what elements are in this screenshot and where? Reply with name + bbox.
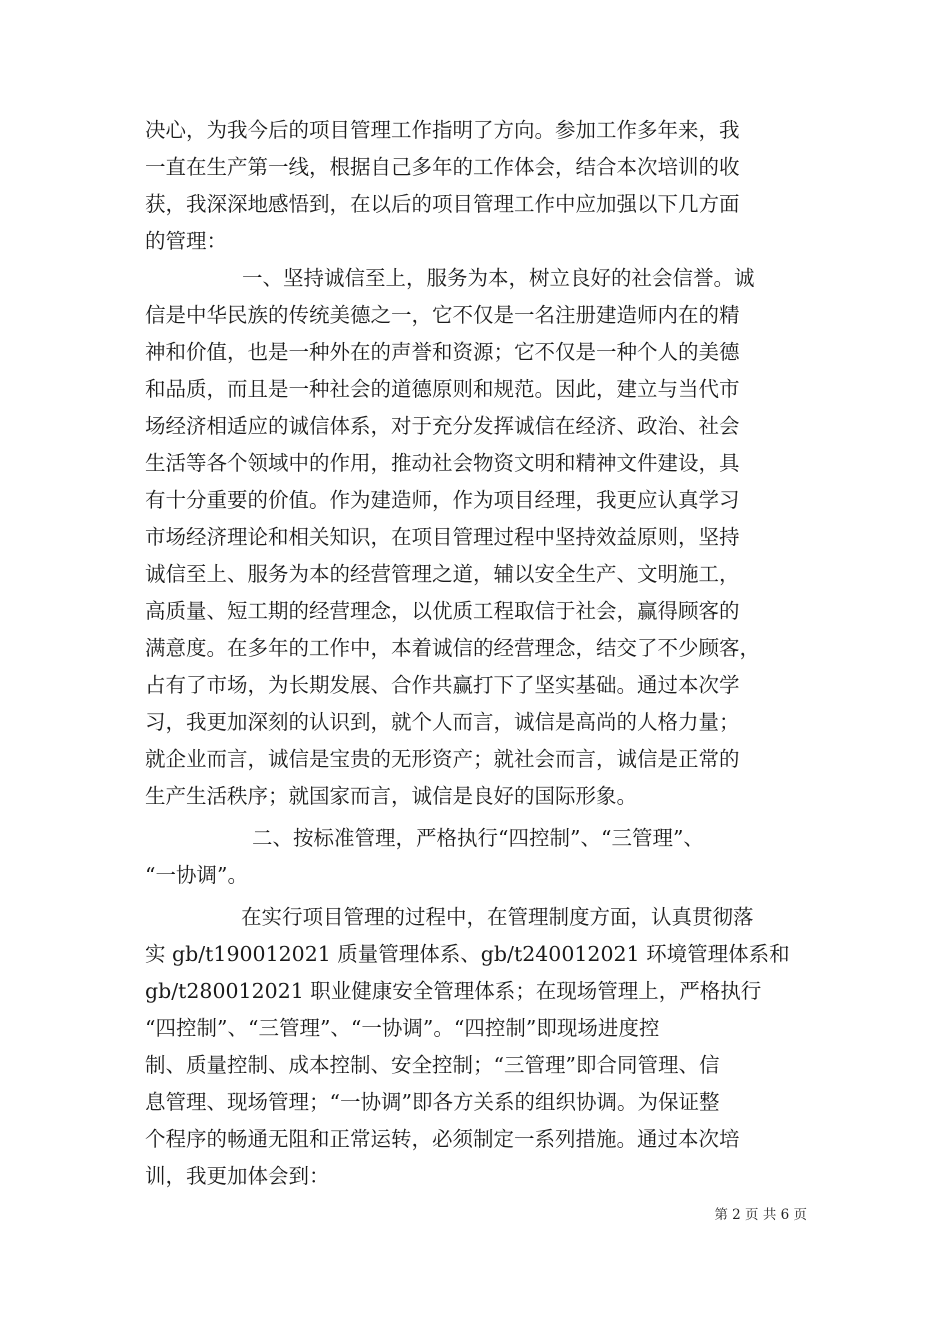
paragraph-section-one <box>145 260 811 815</box>
text-line: 个程序的畅通无阻和正常运转，必须制定一系列措施。通过本次培 <box>145 1127 740 1151</box>
text-line: 决心，为我今后的项目管理工作指明了方向。参加工作多年来，我 <box>145 118 740 142</box>
text-line: 信是中华民族的传统美德之一，它不仅是一名注册建造师内在的精 <box>145 303 740 327</box>
text-line: 市场经济理论和相关知识，在项目管理过程中坚持效益原则，坚持 <box>145 525 740 549</box>
section-two-body-first-line: 在实行项目管理的过程中，在管理制度方面，认真贯彻落 <box>241 905 754 929</box>
text-line: 就企业而言，诚信是宝贵的无形资产；就社会而言，诚信是正常的 <box>145 747 740 771</box>
paragraph-intro <box>145 112 811 260</box>
text-line: 和品质，而且是一种社会的道德原则和规范。因此，建立与当代市 <box>145 377 740 401</box>
text-line: “四控制”、“三管理”、“一协调”。“四控制”即现场进度控 <box>145 1016 660 1040</box>
paragraph-section-two-body <box>145 899 811 1195</box>
document-body <box>145 112 811 1195</box>
text-line: 满意度。在多年的工作中，本着诚信的经营理念，结交了不少顾客， <box>145 636 760 660</box>
text-line: 诚信至上、服务为本的经营管理之道，辅以安全生产、文明施工， <box>145 562 740 586</box>
text-line: 生活等各个领域中的作用，推动社会物资文明和精神文件建设，具 <box>145 451 740 475</box>
section-one-heading-line: 一、坚持诚信至上，服务为本，树立良好的社会信誉。诚 <box>242 266 755 290</box>
text-line: 息管理、现场管理；“一协调”即各方关系的组织协调。为保证整 <box>145 1090 720 1114</box>
section-two-heading-line: 二、按标准管理，严格执行“四控制”、“三管理”、 <box>252 826 704 850</box>
paragraph-section-two-heading <box>145 820 811 894</box>
text-line: “一协调”。 <box>145 863 248 887</box>
text-line: 有十分重要的价值。作为建造师，作为项目经理，我更应认真学习 <box>145 488 740 512</box>
text-line: 高质量、短工期的经营理念，以优质工程取信于社会，赢得顾客的 <box>145 599 740 623</box>
text-line: 占有了市场，为长期发展、合作共赢打下了坚实基础。通过本次学 <box>145 673 740 697</box>
text-line: 获，我深深地感悟到，在以后的项目管理工作中应加强以下几方面 <box>145 192 740 216</box>
text-line: 生产生活秩序；就国家而言，诚信是良好的国际形象。 <box>145 784 637 808</box>
text-line: gb/t280012021 职业健康安全管理体系；在现场管理上，严格执行 <box>145 979 762 1003</box>
text-line: 的管理： <box>145 229 227 253</box>
text-line: 习，我更加深刻的认识到，就个人而言，诚信是高尚的人格力量； <box>145 710 740 734</box>
text-line: 实 gb/t190012021 质量管理体系、gb/t240012021 环境管理体系和 <box>145 942 790 966</box>
text-line: 训，我更加体会到： <box>145 1164 330 1188</box>
text-line: 制、质量控制、成本控制、安全控制；“三管理”即合同管理、信 <box>145 1053 720 1077</box>
page-number-footer: 第 2 页 共 6 页 <box>714 1207 807 1223</box>
text-line: 场经济相适应的诚信体系，对于充分发挥诚信在经济、政治、社会 <box>145 414 740 438</box>
text-line: 神和价值，也是一种外在的声誉和资源；它不仅是一种个人的美德 <box>145 340 740 364</box>
text-line: 一直在生产第一线，根据自己多年的工作体会，结合本次培训的收 <box>145 155 740 179</box>
